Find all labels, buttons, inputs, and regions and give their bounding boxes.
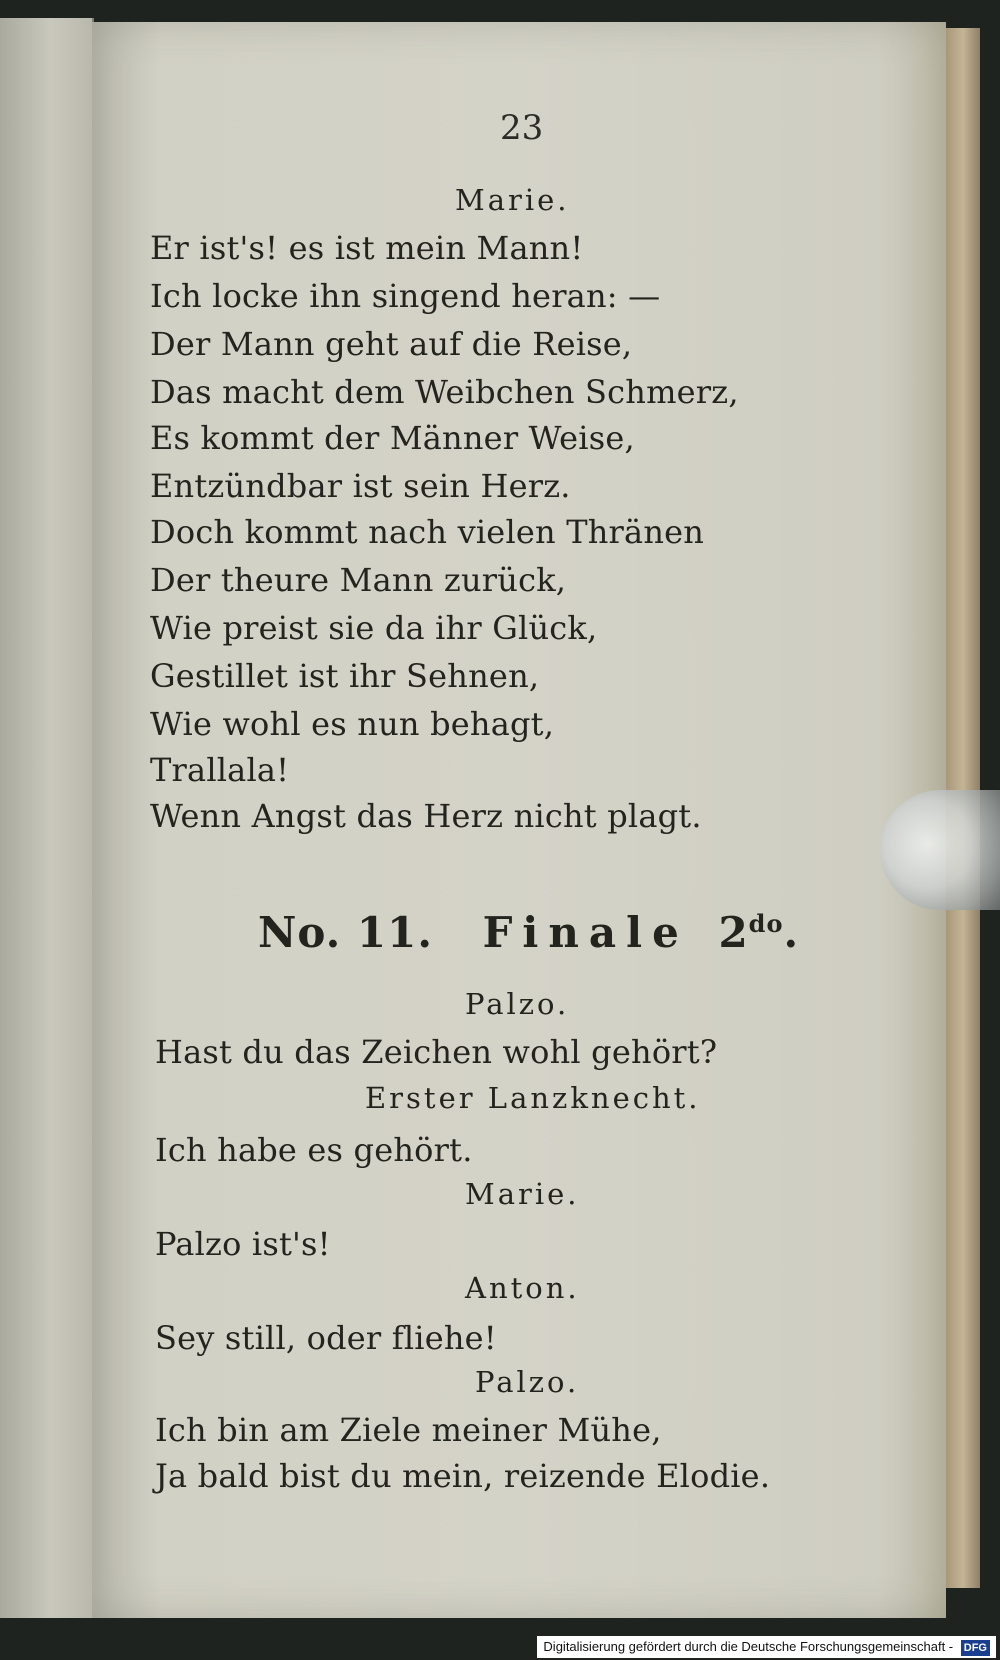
heading-dot: .: [783, 908, 800, 957]
verse-line: Der Mann geht auf die Reise,: [150, 325, 633, 363]
verse-line: Wie preist sie da ihr Glück,: [150, 609, 598, 647]
heading-number: No. 11.: [258, 908, 433, 957]
dialogue-line: Ja bald bist du mein, reizende Elodie.: [155, 1457, 771, 1495]
speaker-marie: Marie.: [455, 183, 570, 217]
verse-line: Entzündbar ist sein Herz.: [150, 467, 571, 505]
section-heading: [258, 908, 800, 957]
digitization-credit: [537, 1636, 996, 1658]
speaker-palzo: Palzo.: [465, 987, 570, 1021]
speaker-marie: Marie.: [465, 1177, 580, 1211]
verse-line: Es kommt der Männer Weise,: [150, 419, 635, 457]
heading-ordinal: 2: [718, 908, 749, 957]
verse-line: Das macht dem Weibchen Schmerz,: [150, 373, 739, 411]
verse-line: Ich locke ihn singend heran: —: [150, 277, 661, 315]
dialogue-line: Sey still, oder fliehe!: [155, 1319, 497, 1357]
verse-line: Er ist's! es ist mein Mann!: [150, 229, 584, 267]
verse-line: Wie wohl es nun behagt,: [150, 705, 555, 743]
page-clip: [880, 790, 1000, 910]
heading-ordinal-suffix: do: [748, 909, 784, 938]
facing-page-edge: [0, 18, 94, 1618]
dialogue-line: Palzo ist's!: [155, 1225, 331, 1263]
speaker-anton: Anton.: [465, 1271, 580, 1305]
verse-line: Der theure Mann zurück,: [150, 561, 567, 599]
heading-title: Finale: [482, 908, 689, 957]
verse-line: Gestillet ist ihr Sehnen,: [150, 657, 540, 695]
speaker-palzo: Palzo.: [475, 1365, 580, 1399]
page-number: 23: [500, 108, 544, 148]
dialogue-line: Ich habe es gehört.: [155, 1131, 473, 1169]
verse-line: Doch kommt nach vielen Thränen: [150, 513, 705, 551]
verse-line: Trallala!: [150, 751, 290, 789]
credit-text: Digitalisierung gefördert durch die Deutsche Forschungsgemeinschaft -: [543, 1639, 954, 1654]
dialogue-line: Hast du das Zeichen wohl gehört?: [155, 1033, 718, 1071]
speaker-erster-lanzknecht: Erster Lanzknecht.: [365, 1081, 701, 1115]
verse-line: Wenn Angst das Herz nicht plagt.: [150, 797, 702, 835]
dfg-logo: DFG: [961, 1640, 990, 1656]
dialogue-line: Ich bin am Ziele meiner Mühe,: [155, 1411, 662, 1449]
